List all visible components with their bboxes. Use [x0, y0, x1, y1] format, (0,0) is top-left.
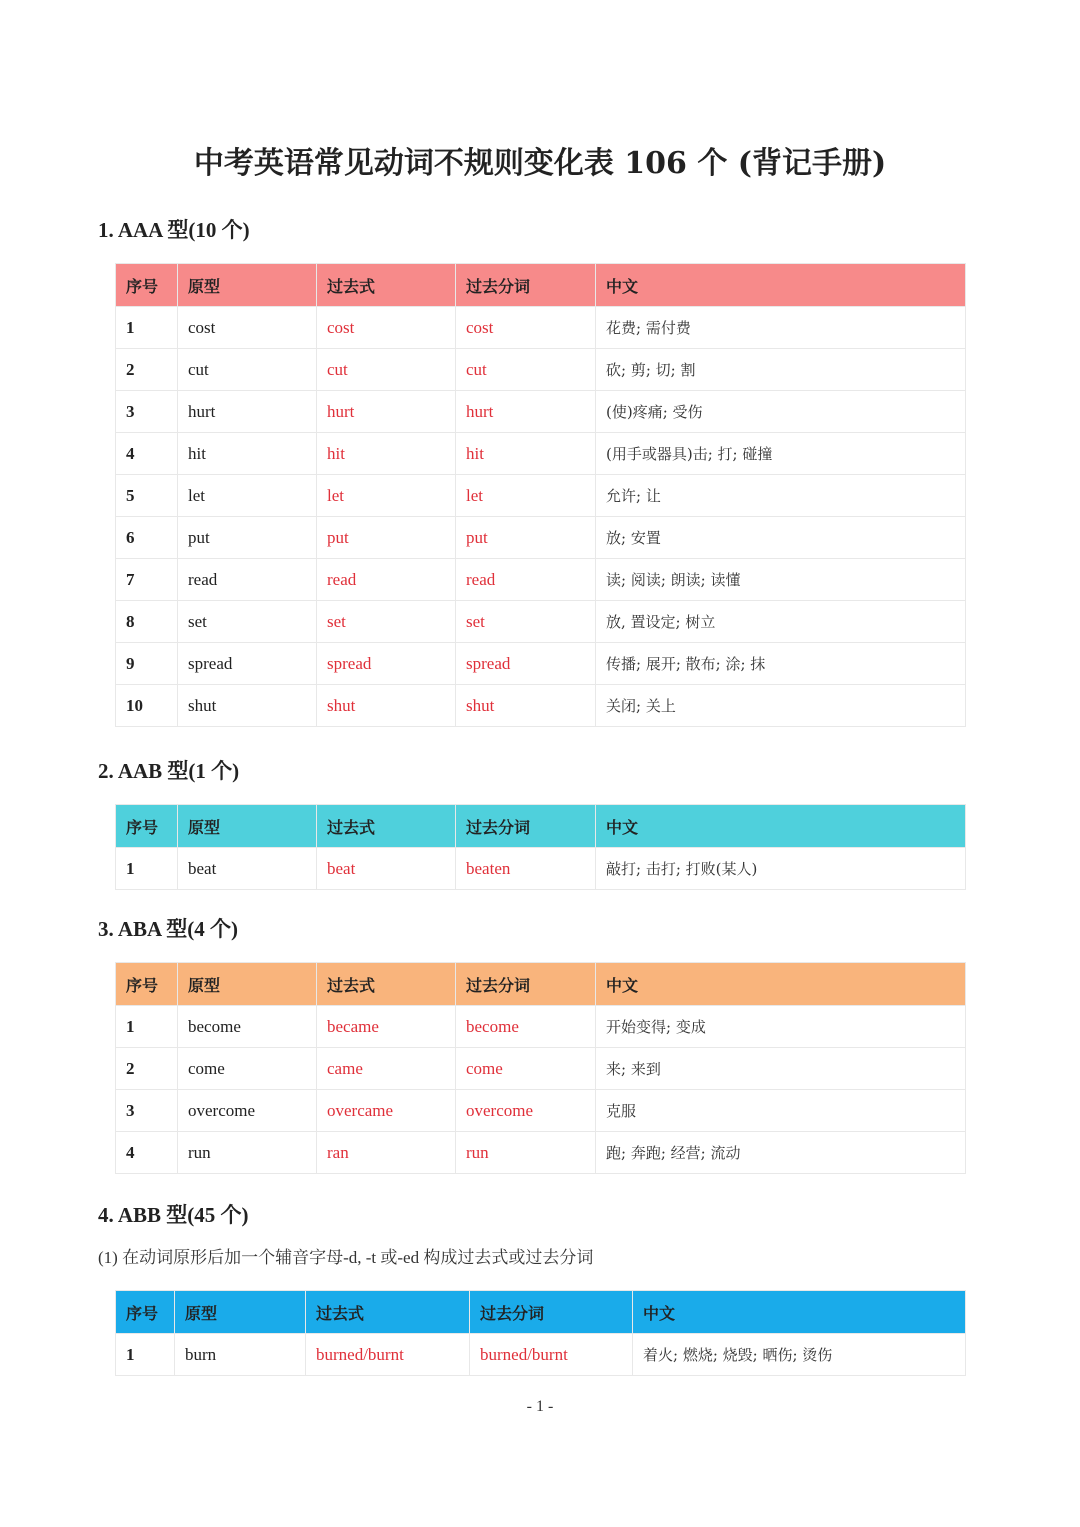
cell-participle: come: [456, 1048, 596, 1090]
cell-base: burn: [175, 1334, 306, 1376]
cell-base: hit: [178, 433, 317, 475]
table-header-row: [116, 963, 966, 1006]
cell-participle: hurt: [456, 391, 596, 433]
header-base: 原型: [178, 805, 317, 848]
cell-index: 1: [116, 848, 178, 890]
table-row: [116, 433, 966, 475]
cell-base: overcome: [178, 1090, 317, 1132]
cell-participle: become: [456, 1006, 596, 1048]
cell-chinese: 敲打; 击打; 打败(某人): [596, 848, 966, 890]
cell-participle: let: [456, 475, 596, 517]
table-aaa: [115, 263, 966, 727]
table-row: [116, 1090, 966, 1132]
table-row: [116, 685, 966, 727]
table-header-row: [116, 1291, 966, 1334]
cell-past: became: [317, 1006, 456, 1048]
cell-participle: run: [456, 1132, 596, 1174]
cell-participle: cut: [456, 349, 596, 391]
section-heading-aba: 3. ABA 型(4 个): [98, 917, 239, 941]
cell-past: spread: [317, 643, 456, 685]
table-row: [116, 643, 966, 685]
header-participle: 过去分词: [456, 805, 596, 848]
cell-base: run: [178, 1132, 317, 1174]
cell-base: become: [178, 1006, 317, 1048]
cell-past: cut: [317, 349, 456, 391]
section-note: (1) 在动词原形后加一个辅音字母-d, -t 或-ed 构成过去式或过去分词: [98, 1248, 594, 1267]
table-row: [116, 391, 966, 433]
cell-chinese: 允许; 让: [596, 475, 966, 517]
table-row: [116, 1132, 966, 1174]
cell-base: put: [178, 517, 317, 559]
cell-chinese: 放, 置设定; 树立: [596, 601, 966, 643]
table-row: [116, 1334, 966, 1376]
cell-index: 1: [116, 1334, 175, 1376]
table-header-row: [116, 264, 966, 307]
cell-index: 10: [116, 685, 178, 727]
cell-base: spread: [178, 643, 317, 685]
header-chinese: 中文: [633, 1291, 966, 1334]
cell-participle: shut: [456, 685, 596, 727]
table-row: [116, 475, 966, 517]
cell-index: 4: [116, 1132, 178, 1174]
cell-past: shut: [317, 685, 456, 727]
header-base: 原型: [178, 264, 317, 307]
cell-base: shut: [178, 685, 317, 727]
cell-participle: burned/burnt: [470, 1334, 633, 1376]
cell-index: 3: [116, 1090, 178, 1132]
cell-past: came: [317, 1048, 456, 1090]
cell-past: set: [317, 601, 456, 643]
header-participle: 过去分词: [456, 264, 596, 307]
cell-past: put: [317, 517, 456, 559]
cell-index: 7: [116, 559, 178, 601]
cell-chinese: (用手或器具)击; 打; 碰撞: [596, 433, 966, 475]
cell-past: overcame: [317, 1090, 456, 1132]
cell-index: 5: [116, 475, 178, 517]
cell-chinese: 传播; 展开; 散布; 涂; 抹: [596, 643, 966, 685]
cell-past: ran: [317, 1132, 456, 1174]
table-abb: [115, 1290, 966, 1376]
cell-chinese: 读; 阅读; 朗读; 读懂: [596, 559, 966, 601]
section-heading-abb: 4. ABB 型(45 个): [98, 1203, 249, 1227]
header-past: 过去式: [317, 963, 456, 1006]
cell-index: 6: [116, 517, 178, 559]
header-index: 序号: [116, 264, 178, 307]
cell-base: set: [178, 601, 317, 643]
cell-index: 1: [116, 307, 178, 349]
cell-chinese: 开始变得; 变成: [596, 1006, 966, 1048]
header-index: 序号: [116, 805, 178, 848]
cell-base: let: [178, 475, 317, 517]
cell-chinese: 关闭; 关上: [596, 685, 966, 727]
header-past: 过去式: [317, 264, 456, 307]
cell-participle: set: [456, 601, 596, 643]
cell-base: cost: [178, 307, 317, 349]
cell-chinese: (使)疼痛; 受伤: [596, 391, 966, 433]
header-index: 序号: [116, 963, 178, 1006]
cell-participle: cost: [456, 307, 596, 349]
table-row: [116, 1048, 966, 1090]
cell-participle: beaten: [456, 848, 596, 890]
table-row: [116, 349, 966, 391]
table-row: [116, 601, 966, 643]
cell-index: 8: [116, 601, 178, 643]
cell-participle: put: [456, 517, 596, 559]
cell-chinese: 花费; 需付费: [596, 307, 966, 349]
cell-chinese: 着火; 燃烧; 烧毁; 晒伤; 烫伤: [633, 1334, 966, 1376]
cell-past: burned/burnt: [306, 1334, 470, 1376]
page-number: - 1 -: [526, 1398, 554, 1415]
cell-base: hurt: [178, 391, 317, 433]
cell-past: beat: [317, 848, 456, 890]
table-aab: [115, 804, 966, 890]
cell-participle: overcome: [456, 1090, 596, 1132]
section-heading-aab: 2. AAB 型(1 个): [98, 759, 240, 783]
cell-index: 4: [116, 433, 178, 475]
header-participle: 过去分词: [456, 963, 596, 1006]
cell-past: hit: [317, 433, 456, 475]
cell-chinese: 砍; 剪; 切; 割: [596, 349, 966, 391]
page-title: 中考英语常见动词不规则变化表 106 个 (背记手册): [193, 146, 887, 181]
cell-base: beat: [178, 848, 317, 890]
cell-index: 1: [116, 1006, 178, 1048]
table-row: [116, 307, 966, 349]
cell-participle: hit: [456, 433, 596, 475]
header-base: 原型: [178, 963, 317, 1006]
cell-index: 9: [116, 643, 178, 685]
table-header-row: [116, 805, 966, 848]
cell-past: hurt: [317, 391, 456, 433]
cell-index: 2: [116, 1048, 178, 1090]
cell-participle: read: [456, 559, 596, 601]
header-participle: 过去分词: [470, 1291, 633, 1334]
table-aba: [115, 962, 966, 1174]
table-row: [116, 1006, 966, 1048]
header-chinese: 中文: [596, 805, 966, 848]
header-past: 过去式: [306, 1291, 470, 1334]
table-row: [116, 517, 966, 559]
cell-past: read: [317, 559, 456, 601]
cell-chinese: 克服: [596, 1090, 966, 1132]
cell-participle: spread: [456, 643, 596, 685]
cell-base: cut: [178, 349, 317, 391]
header-chinese: 中文: [596, 264, 966, 307]
header-base: 原型: [175, 1291, 306, 1334]
header-chinese: 中文: [596, 963, 966, 1006]
table-row: [116, 848, 966, 890]
cell-chinese: 来; 来到: [596, 1048, 966, 1090]
table-row: [116, 559, 966, 601]
cell-index: 3: [116, 391, 178, 433]
cell-base: come: [178, 1048, 317, 1090]
cell-past: cost: [317, 307, 456, 349]
cell-past: let: [317, 475, 456, 517]
cell-chinese: 跑; 奔跑; 经营; 流动: [596, 1132, 966, 1174]
header-index: 序号: [116, 1291, 175, 1334]
section-heading-aaa: 1. AAA 型(10 个): [98, 218, 250, 242]
cell-chinese: 放; 安置: [596, 517, 966, 559]
cell-index: 2: [116, 349, 178, 391]
cell-base: read: [178, 559, 317, 601]
header-past: 过去式: [317, 805, 456, 848]
